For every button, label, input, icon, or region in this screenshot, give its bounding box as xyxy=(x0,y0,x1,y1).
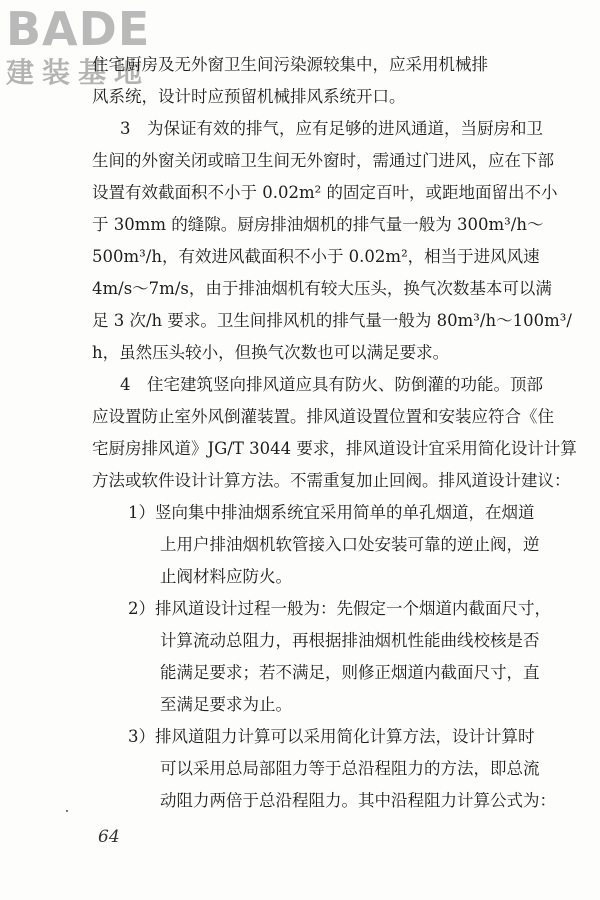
text-line: 能满足要求；若不满足，则修正烟道内截面尺寸，直 xyxy=(160,663,540,682)
list-item-3: 3）排风道阻力计算可以采用简化计算方法，设计计算时 xyxy=(128,727,535,746)
text-line: 止阀材料应防火。 xyxy=(160,567,292,586)
text-line: 应设置防止室外风倒灌装置。排风道设置位置和安装应符合《住 xyxy=(92,407,554,426)
watermark-subtitle: 建装基地 xyxy=(6,56,151,89)
list-item-1: 1）竖向集中排油烟系统宜采用简单的单孔烟道，在烟道 xyxy=(128,503,535,522)
text-line: 设置有效截面积不小于 0.02m² 的固定百叶，或距地面留出不小 xyxy=(92,183,558,202)
paragraph-4-start: 4 住宅建筑竖向排风道应具有防火、防倒灌的功能。顶部 xyxy=(120,375,543,394)
text-line: 上用户排油烟机软管接入口处安装可靠的逆止阀，逆 xyxy=(160,535,540,554)
text-line: h，虽然压头较小，但换气次数也可以满足要求。 xyxy=(92,343,450,362)
text-line: 住宅厨房及无外窗卫生间污染源较集中，应采用机械排 xyxy=(92,55,488,74)
watermark-logo xyxy=(6,4,186,100)
list-item-2: 2）排风道设计过程一般为：先假定一个烟道内截面尺寸， xyxy=(128,599,551,618)
text-line: 计算流动总阻力，再根据排油烟机性能曲线校核是否 xyxy=(160,631,540,650)
text-line: 足 3 次/h 要求。卫生间排风机的排气量一般为 80m³/h～100m³/ xyxy=(92,311,572,330)
page-number: 64 xyxy=(98,827,120,847)
text-line: 方法或软件设计计算方法。不需重复加止回阀。排风道设计建议： xyxy=(92,471,571,490)
text-line: 4m/s～7m/s，由于排油烟机有较大压头，换气次数基本可以满 xyxy=(92,279,552,298)
text-line: 动阻力两倍于总沿程阻力。其中沿程阻力计算公式为： xyxy=(160,791,556,810)
text-line: 于 30mm 的缝隙。厨房排油烟机的排气量一般为 300m³/h～ xyxy=(92,215,544,234)
text-line: 宅厨房排风道》JG/T 3044 要求，排风道设计宜采用简化设计计算 xyxy=(92,439,577,458)
text-line: 风系统，设计时应预留机械排风系统开口。 xyxy=(92,87,406,106)
paragraph-3-start: 3 为保证有效的排气，应有足够的进风通道，当厨房和卫 xyxy=(120,119,543,138)
scan-speck xyxy=(66,810,68,812)
text-line: 生间的外窗关闭或暗卫生间无外窗时，需通过门进风，应在下部 xyxy=(92,151,554,170)
text-line: 至满足要求为止。 xyxy=(160,695,292,714)
watermark-brand: BADE xyxy=(6,2,151,56)
text-line: 500m³/h，有效进风截面积不小于 0.02m²，相当于进风风速 xyxy=(92,247,540,266)
text-line: 可以采用总局部阻力等于总沿程阻力的方法，即总流 xyxy=(160,759,540,778)
